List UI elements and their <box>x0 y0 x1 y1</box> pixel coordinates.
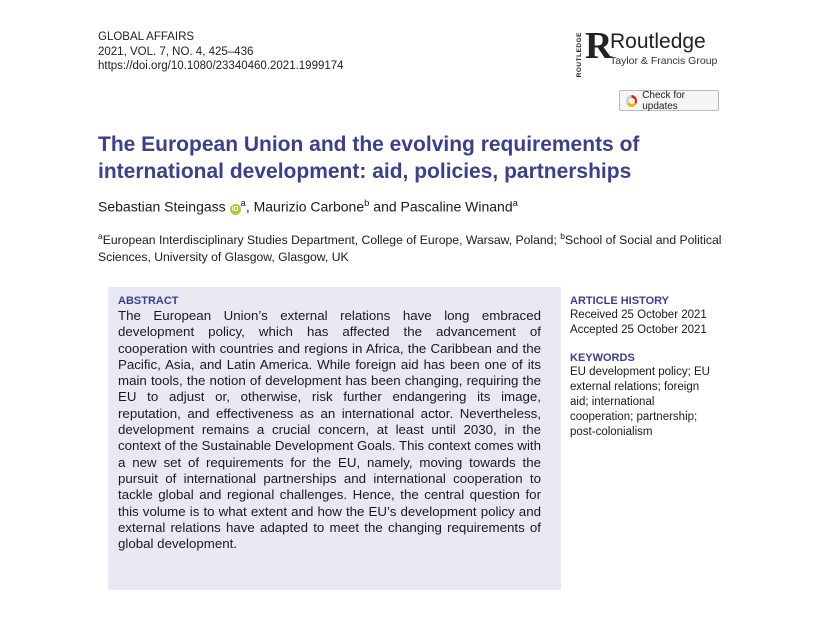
abstract-text: The European Union’s external relations have long embraced development policy, which has affected the advancement of cooperation with countries and regions in Africa, the Caribbean and the Pacific, Asia, and Latin America. While foreign aid has been one of its main tools, the notion of development has been changing, requiring the EU to adjust or, otherwise, risk further endangering its image, reputation, and effectiveness as an international actor. Nevertheless, development remains a crucial concern, at least until 2030, in the context of the Sustainable Development Goals. This context comes with a new set of requirements for the EU, namely, moving towards the pursuit of international partnerships and international cooperation to tackle global and regional challenges. Hence, the central question for this volume is to what extent and how the EU’s development policy and external relations have adapted to meet the changing requirements of global development. <box>118 308 541 552</box>
publisher-logo <box>576 25 718 78</box>
affiliation-label: a <box>98 231 103 241</box>
affiliation-mark: b <box>364 198 370 209</box>
publisher-name: Routledge <box>610 30 706 53</box>
author-conjunction: and <box>373 198 397 215</box>
article-title: The European Union and the evolving requirements of international development: aid, policies, partnerships <box>98 133 640 183</box>
crossmark-icon <box>626 95 637 107</box>
keywords-heading: KEYWORDS <box>570 352 635 364</box>
logo-glyph: R <box>585 25 613 67</box>
article-sidebar <box>570 295 720 440</box>
journal-info <box>98 30 344 74</box>
article-history-heading: ARTICLE HISTORY <box>570 295 670 307</box>
check-updates-button[interactable] <box>619 90 719 111</box>
journal-citation: 2021, VOL. 7, NO. 4, 425–436 <box>98 45 254 58</box>
logo-vertical-text: ROUTLEDGE <box>576 32 583 78</box>
abstract-box <box>108 287 561 590</box>
doi-link[interactable]: https://doi.org/10.1080/23340460.2021.1999174 <box>98 60 344 72</box>
affiliation-label: b <box>560 231 565 241</box>
routledge-logo-icon <box>576 25 613 78</box>
affiliation-mark: a <box>512 198 518 209</box>
accepted-date: Accepted 25 October 2021 <box>570 324 707 336</box>
keywords-text: EU development policy; EU external relations; foreign aid; international cooperation; partnership; post-colonialism <box>570 366 710 438</box>
author-name: Pascaline Winand <box>400 198 513 215</box>
author-separator: , <box>245 198 250 215</box>
affiliation-b: School of Social and Political Sciences, University of Glasgow, Glasgow, UK <box>98 233 722 265</box>
affiliation-mark: a <box>240 198 246 209</box>
check-updates-label: Check for updates <box>642 89 685 112</box>
orcid-icon[interactable]: iD <box>231 205 239 213</box>
received-date: Received 25 October 2021 <box>570 309 707 321</box>
author-name: Sebastian Steingass <box>98 198 226 215</box>
abstract-heading: ABSTRACT <box>118 295 179 307</box>
author-name: Maurizio Carbone <box>253 198 365 215</box>
author-list <box>98 195 518 216</box>
affiliation-a: European Interdisciplinary Studies Department, College of Europe, Warsaw, Poland; <box>102 233 557 248</box>
affiliations <box>98 228 728 266</box>
journal-name: GLOBAL AFFAIRS <box>98 31 195 43</box>
publisher-group: Taylor & Francis Group <box>610 55 718 67</box>
